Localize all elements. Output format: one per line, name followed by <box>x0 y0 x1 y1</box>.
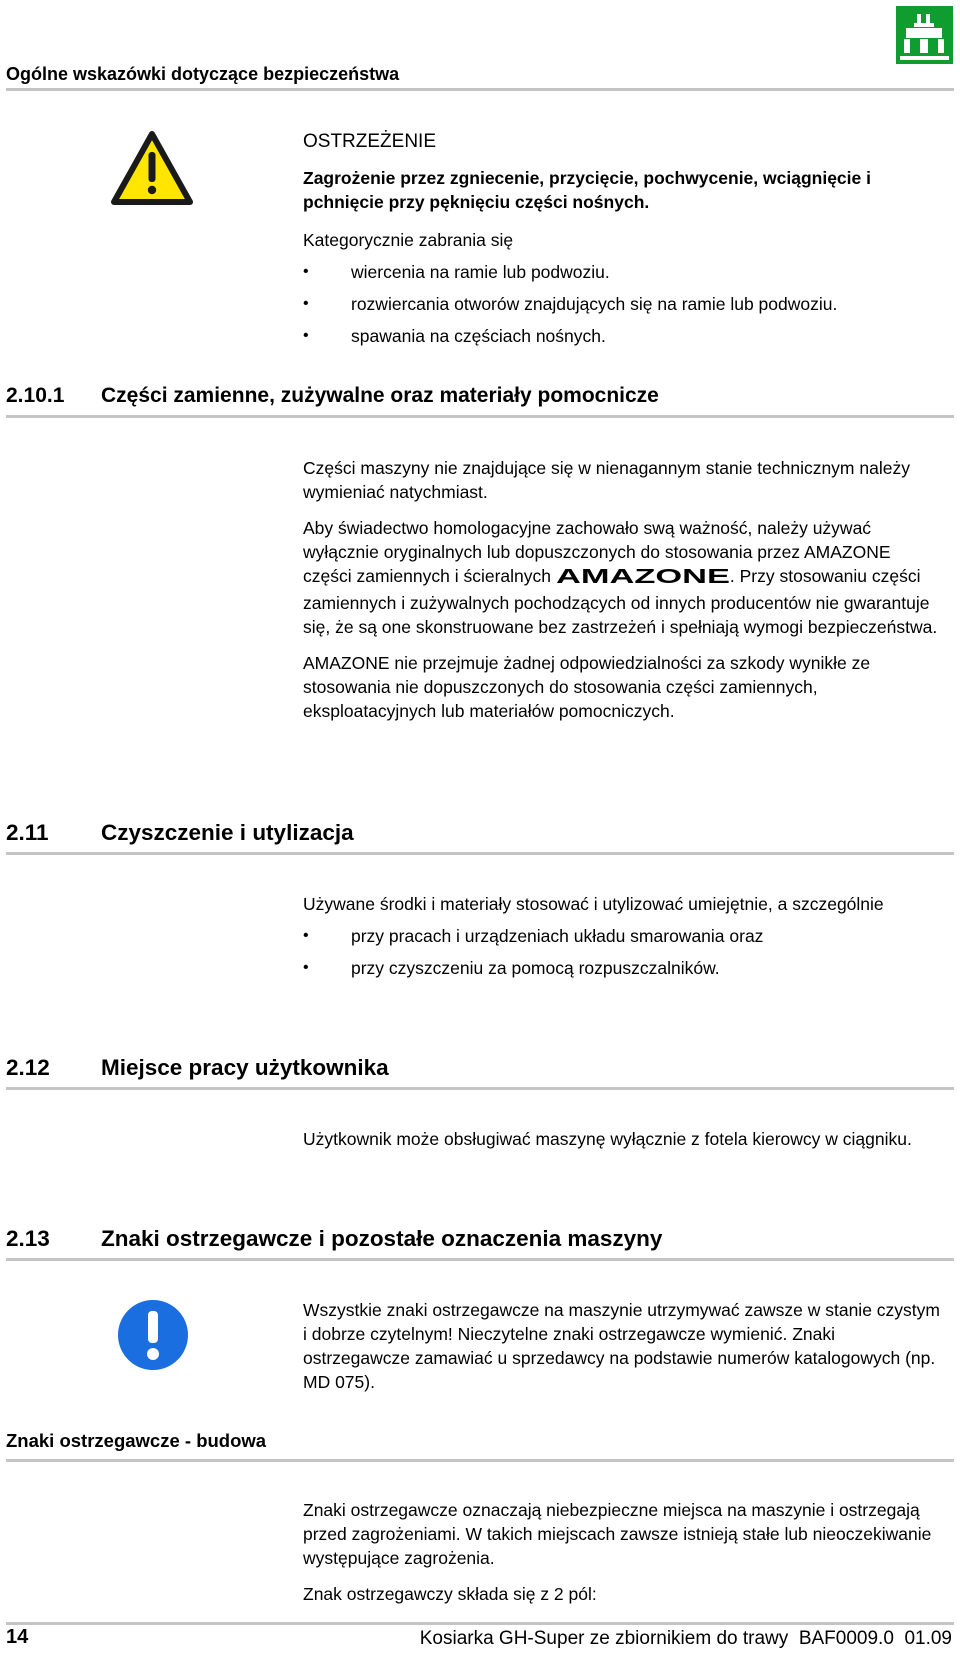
section-rule <box>6 1087 954 1090</box>
paragraph: Wszystkie znaki ostrzegawcze na maszynie utrzymywać zawsze w stanie czystym i dobrze czytelnym! Nieczytelne znaki ostrzegawcze wymienić. Znaki ostrzegawcze zamawiać u sprzedawcy na podstawie numerów katalogowych (np. MD 075). <box>303 1300 940 1392</box>
section-2-11-body <box>303 892 943 988</box>
page-number: 14 <box>6 1626 29 1648</box>
section-rule <box>6 1258 954 1261</box>
paragraph: Znaki ostrzegawcze oznaczają niebezpieczne miejsca na maszynie i ostrzegają przed zagrożeniami. W takich miejscach zawsze istnieją stałe lub nieoczekiwanie występujące zagrożenia. <box>303 1500 932 1568</box>
section-title-text: Miejsce pracy użytkownika <box>101 1055 389 1080</box>
paragraph: Użytkownik może obsługiwać maszynę wyłącznie z fotela kierowcy w ciągniku. <box>303 1129 912 1149</box>
list-item: • wiercenia na ramie lub podwoziu. <box>303 260 943 284</box>
warning-intro: Kategorycznie zabrania się <box>303 230 514 250</box>
section-title-2-11 <box>6 820 354 846</box>
footer-rule <box>6 1622 954 1625</box>
section-title-text: Znaki ostrzegawcze i pozostałe oznaczenia maszyny <box>101 1226 663 1251</box>
section-title-2-12 <box>6 1055 389 1081</box>
warning-triangle-icon <box>110 130 194 211</box>
section-2-12-body <box>303 1127 943 1163</box>
section-number: 2.11 <box>6 820 49 845</box>
paragraph: Używane środki i materiały stosować i utylizować umiejętnie, a szczególnie <box>303 894 884 914</box>
section-2-10-1-body <box>303 456 943 735</box>
paragraph: Znak ostrzegawczy składa się z 2 pól: <box>303 1584 597 1604</box>
subsection-body <box>303 1498 943 1618</box>
warning-label: OSTRZEŻENIE <box>303 131 437 152</box>
section-rule <box>6 852 954 855</box>
cleaning-list <box>303 924 943 980</box>
subsection-rule <box>6 1459 954 1462</box>
section-title-2-13 <box>6 1226 662 1252</box>
warning-headline: Zagrożenie przez zgniecenie, przycięcie, pochwycenie, wciągnięcie i pchnięcie przy pęknięciu części nośnych. <box>303 168 871 212</box>
amazone-logo-icon <box>896 6 953 64</box>
amazone-wordmark-icon <box>556 567 730 591</box>
list-item: • rozwiercania otworów znajdujących się na ramie lub podwoziu. <box>303 292 943 316</box>
paragraph: AMAZONE nie przejmuje żadnej odpowiedzialności za szkody wynikłe ze stosowania nie dopuszczonych do stosowania części zamiennych, eksploatacyjnych lub materiałów pomocniczych. <box>303 653 871 721</box>
list-item: • spawania na częściach nośnych. <box>303 324 943 348</box>
info-exclamation-icon <box>117 1299 189 1376</box>
section-number: 2.13 <box>6 1226 50 1251</box>
section-2-13-body <box>303 1298 943 1406</box>
section-title-text: Części zamienne, zużywalne oraz materiały pomocnicze <box>101 384 659 407</box>
subsection-title: Znaki ostrzegawcze - budowa <box>6 1430 267 1451</box>
warning-block <box>303 130 943 356</box>
section-number: 2.12 <box>6 1055 50 1080</box>
warning-list <box>303 260 943 348</box>
header-rule <box>6 88 954 91</box>
list-item: • przy pracach i urządzeniach układu smarowania oraz <box>303 924 943 948</box>
section-rule <box>6 415 954 418</box>
paragraph: Części maszyny nie znajdujące się w nienagannym stanie technicznym należy wymieniać natychmiast. <box>303 458 910 502</box>
svg-text:AMAZONE: AMAZONE <box>555 567 730 585</box>
footer-document-info: Kosiarka GH-Super ze zbiornikiem do trawy BAF0009.0 01.09 <box>419 1628 952 1649</box>
section-title-text: Czyszczenie i utylizacja <box>101 820 354 845</box>
section-number: 2.10.1 <box>6 384 65 407</box>
page-header-title: Ogólne wskazówki dotyczące bezpieczeństwa <box>6 64 400 84</box>
paragraph-homologation: Aby świadectwo homologacyjne zachowało swą ważność, należy używać wyłącznie oryginalnych lub dopuszczonych do stosowania przez AMAZONE części zamiennych i ścieralnych AMAZONE . Przy stosowaniu części zamiennych i zużywalnych pochodzących od innych producentów nie gwarantuje się, że są one skonstruowane bez zastrzeżeń i spełniają wymogi bezpieczeństwa. <box>303 518 938 637</box>
list-item: • przy czyszczeniu za pomocą rozpuszczalników. <box>303 956 943 980</box>
section-title-2-10-1 <box>6 384 659 408</box>
